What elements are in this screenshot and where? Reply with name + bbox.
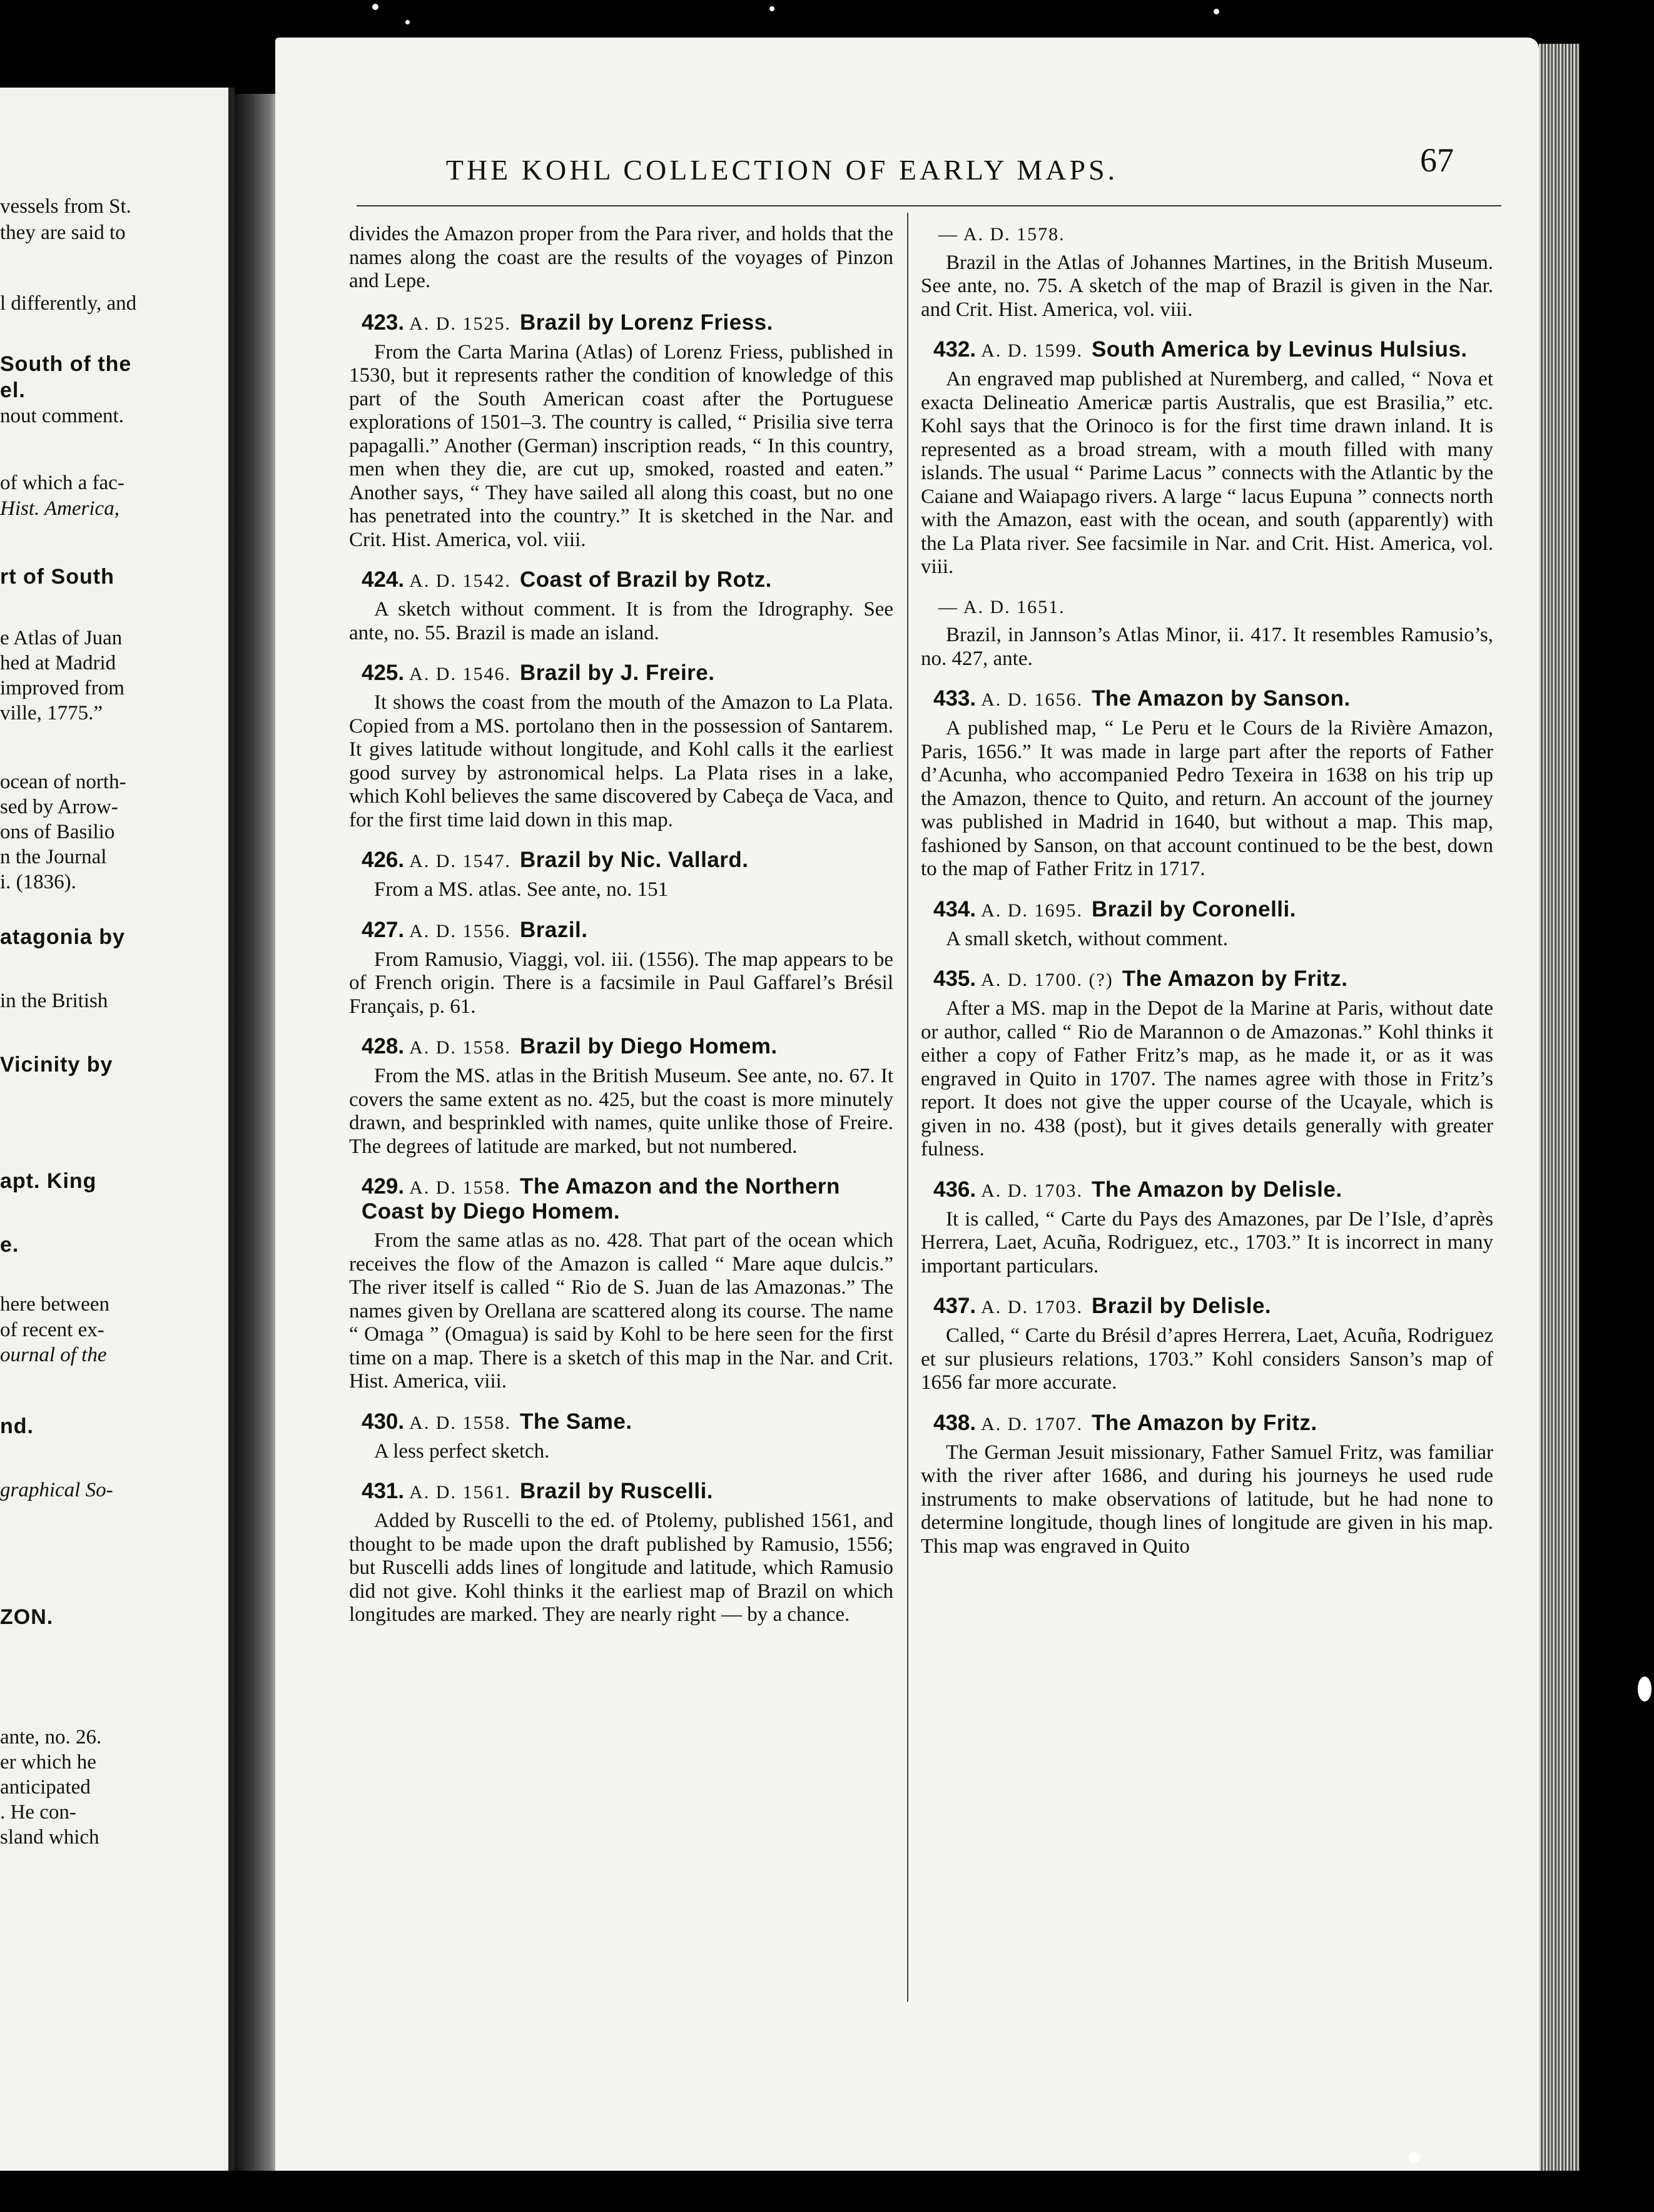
entry-number: 430. (362, 1409, 405, 1434)
map-entry (349, 918, 893, 1019)
header-rule (357, 205, 1501, 206)
map-entry (349, 1175, 893, 1394)
entry-title: Brazil. (519, 917, 588, 942)
entry-date: A. D. 1707. (981, 1413, 1083, 1434)
entry-heading (933, 687, 1493, 712)
entry-body: It is called, “ Carte du Pays des Amazones, par De l’Isle, d’après Herrera, Laet, Acuña, Rodriguez, etc., 1703.” It is incorrect in many important particulars. (921, 1207, 1493, 1277)
entry-number: 432. (933, 337, 977, 362)
entry-title: Brazil by Delisle. (1091, 1294, 1272, 1318)
entry-number: 423. (362, 310, 405, 335)
continuation-paragraph: divides the Amazon proper from the Para river, and holds that the names along the coast are the results of the voyages of Pinzon and Lepe. (349, 223, 893, 292)
entry-number: 433. (933, 686, 977, 711)
entry-body: From the Carta Marina (Atlas) of Lorenz Friess, published in 1530, but it represents rather the condition of knowledge of this part of the South American coast after the Portuguese explorations of 1501–3. The country is called, “ Prisilia sive terra papagalli.” Another (German) inscription reads, “ In this country, men when they die, are cut up, smoked, roasted and eaten.” Another says, “ They have sailed all along this coast, but no one has penetrated into the country.” It is sketched in the Nar. and Crit. Hist. America, vol. viii. (349, 340, 893, 551)
left-entries (349, 311, 893, 1627)
facing-page-text-fragment: n the Journal (0, 846, 107, 868)
facing-page-text-fragment: Vicinity by (0, 1053, 113, 1077)
map-entry (921, 1178, 1493, 1279)
facing-page-text-fragment: nout comment. (0, 405, 124, 427)
dust-speck (1638, 1677, 1651, 1702)
entry-date: — A. D. 1651. (938, 596, 1065, 617)
entry-number: 435. (933, 966, 977, 991)
entry-title: The Amazon by Fritz. (1122, 966, 1348, 991)
entry-body: From a MS. atlas. See ante, no. 151 (374, 878, 669, 901)
entry-number: 428. (362, 1034, 405, 1058)
entry-heading (933, 1178, 1493, 1203)
entry-heading (362, 311, 893, 336)
entry-date: — A. D. 1578. (938, 224, 1065, 245)
entry-heading (362, 848, 893, 873)
book-gutter (235, 94, 278, 2171)
facing-page-text-fragment: rt of South (0, 565, 114, 589)
left-column (349, 223, 893, 1643)
entry-number: 436. (933, 1177, 977, 1202)
dust-speck (1214, 9, 1219, 14)
map-entry (349, 311, 893, 552)
entry-body: An engraved map published at Nuremberg, and called, “ Nova et exacta Delineatio Americæ partis Australis, que est Brasilia,” etc. Kohl says that the Orinoco is for the first time drawn inland. It is represented as a broad stream, with a mouth filled with many islands. The usual “ Parime Lacus ” connects with the Atlantic by the Caiane and Waiapago rivers. A large “ lacus Eupuna ” connects north with the Amazon, east with the ocean, and south (apparently) with the La Plata river. See facsimile in Nar. and Crit. Hist. America, vol. viii. (921, 368, 1493, 578)
dust-speck (372, 4, 378, 10)
entry-title: South America by Levinus Hulsius. (1091, 337, 1468, 362)
entry-body: A published map, “ Le Peru et le Cours de la Rivière Amazon, Paris, 1656.” It was made in large part after the reports of Father d’Acunha, who accompanied Pedro Texeira in 1638 on his trip up the Amazon, thence to Quito, and return. An account of the journey was published in Madrid in 1640, but without a map. This map, fashioned by Sanson, on that account continued to be the best, down to the map of Father Fritz in 1717. (921, 717, 1493, 880)
facing-page-text-fragment: . He con- (0, 1801, 76, 1824)
entry-date: A. D. 1656. (981, 689, 1083, 710)
facing-page-text-fragment: here between (0, 1293, 109, 1316)
facing-page-text-fragment: l differently, and (0, 292, 137, 315)
facing-page-text-fragment: apt. King (0, 1169, 97, 1193)
entry-body: Called, “ Carte du Brésil d’apres Herrera, Laet, Acuña, Rodriguez et sur plusieurs relations, 1703.” Kohl considers Sanson’s map of 1656 far more accurate. (921, 1324, 1493, 1394)
entry-body: Brazil in the Atlas of Johannes Martines, in the British Museum. See ante, no. 75. A sketch of the map of Brazil is given in the Nar. and Crit. Hist. America, vol. viii. (921, 251, 1493, 321)
page-number: 67 (1420, 141, 1454, 179)
entry-heading (933, 1411, 1493, 1436)
entry-title: Brazil by J. Freire. (519, 661, 715, 685)
entry-number: 431. (362, 1479, 405, 1503)
page-right (275, 38, 1539, 2171)
facing-page-text-fragment: atagonia by (0, 925, 125, 949)
entry-title: The Same. (519, 1409, 632, 1434)
facing-page-text-fragment: hed at Madrid (0, 652, 116, 674)
map-entry (921, 687, 1493, 881)
column-rule (907, 213, 908, 2002)
facing-page-text-fragment: i. (1836). (0, 871, 76, 893)
entry-body: A small sketch, without comment. (946, 927, 1228, 950)
right-entries (921, 223, 1493, 1558)
entry-number: 429. (362, 1174, 405, 1199)
map-entry (921, 967, 1493, 1162)
map-entry (349, 568, 893, 645)
entry-date: A. D. 1695. (981, 900, 1083, 921)
entry-title: The Amazon and the Northern Coast by Diego Homem. (362, 1174, 840, 1224)
facing-page-text-fragment: ZON. (0, 1605, 54, 1629)
entry-number: 424. (362, 567, 405, 592)
facing-page-text-fragment: of which a fac- (0, 472, 124, 494)
facing-page-text-fragment: South of the (0, 352, 132, 376)
entry-body: From Ramusio, Viaggi, vol. iii. (1556). The map appears to be of French origin. There is a facsimile in Paul Gaffarel’s Brésil Français, p. 61. (349, 948, 893, 1018)
entry-heading (362, 568, 893, 593)
entry-date: A. D. 1561. (409, 1482, 511, 1503)
facing-page-text-fragment: graphical So- (0, 1479, 113, 1501)
entry-title: Brazil by Ruscelli. (519, 1479, 714, 1503)
right-column (921, 223, 1493, 1575)
facing-page-text-fragment: nd. (0, 1414, 34, 1438)
facing-page-text-fragment: e. (0, 1233, 19, 1257)
facing-page-text-fragment: ournal of the (0, 1344, 107, 1366)
entry-title: The Amazon by Delisle. (1091, 1177, 1342, 1202)
map-entry (349, 1410, 893, 1464)
entry-body: From the MS. atlas in the British Museum. See ante, no. 67. It covers the same extent as no. 425, but the coast is more minutely drawn, and besprinkled with names, quite unlike those of Freire. The degrees of latitude are marked, but not numbered. (349, 1065, 893, 1158)
entry-title: Brazil by Coronelli. (1091, 896, 1296, 921)
entry-body: It shows the coast from the mouth of the Amazon to La Plata. Copied from a MS. portolano then in the possession of Santarem. It gives latitude without longitude, and Kohl calls it the earliest good survey by astronomical helps. La Plata rises in a lake, which Kohl believes the same discovered by Cabeça de Vaca, and for the first time laid down in this map. (349, 691, 893, 831)
facing-page-left (0, 88, 235, 2171)
entry-heading (933, 223, 1493, 246)
entry-heading (933, 338, 1493, 363)
facing-page-text-fragment: ville, 1775.” (0, 702, 103, 724)
facing-page-text-fragment: in the British (0, 990, 108, 1012)
entry-date: A. D. 1700. (?) (981, 970, 1114, 990)
entry-number: 426. (362, 848, 405, 872)
entry-heading (362, 918, 893, 943)
facing-page-text-fragment: ocean of north- (0, 771, 126, 793)
entry-title: The Amazon by Sanson. (1091, 686, 1351, 711)
facing-page-text-fragment: sland which (0, 1826, 99, 1849)
map-entry (921, 596, 1493, 671)
running-head: THE KOHL COLLECTION OF EARLY MAPS. (445, 154, 1119, 186)
entry-number: 437. (933, 1294, 977, 1318)
entry-date: A. D. 1558. (409, 1412, 511, 1433)
entry-title: Brazil by Nic. Vallard. (519, 848, 749, 872)
entry-title: Brazil by Diego Homem. (519, 1034, 778, 1058)
entry-heading (933, 898, 1493, 923)
entry-date: A. D. 1703. (981, 1180, 1083, 1201)
entry-date: A. D. 1546. (409, 664, 511, 684)
facing-page-text-fragment: sed by Arrow- (0, 796, 118, 818)
entry-heading (933, 1294, 1493, 1319)
facing-page-text-fragment: improved from (0, 677, 124, 699)
facing-page-text-fragment: they are said to (0, 221, 126, 244)
entry-body: A sketch without comment. It is from the Idrography. See ante, no. 55. Brazil is made an island. (349, 598, 893, 644)
map-entry (349, 1479, 893, 1627)
map-entry (921, 1294, 1493, 1395)
facing-page-text-fragment: ons of Basilio (0, 821, 115, 843)
entry-date: A. D. 1599. (981, 340, 1083, 361)
entry-number: 425. (362, 661, 405, 685)
facing-page-text-fragment: el. (0, 378, 26, 402)
entry-title: Coast of Brazil by Rotz. (519, 567, 772, 592)
entry-heading (362, 1175, 893, 1224)
entry-title: The Amazon by Fritz. (1091, 1410, 1317, 1435)
facing-page-text-fragment: of recent ex- (0, 1319, 104, 1341)
facing-page-text-fragment: e Atlas of Juan (0, 627, 123, 649)
entry-body: Added by Ruscelli to the ed. of Ptolemy, published 1561, and thought to be made upon the draft published by Ramusio, 1556; but Ruscelli adds lines of longitude and latitude, which Ramusio did not give. Kohl thinks it the earliest map of Brazil on which longitudes are marked. They are nearly right — by a chance. (349, 1509, 893, 1626)
facing-page-text-fragment: er which he (0, 1751, 96, 1773)
entry-number: 438. (933, 1410, 977, 1435)
entry-heading (933, 967, 1493, 992)
entry-date: A. D. 1703. (981, 1297, 1083, 1317)
entry-body: Brazil, in Jannson’s Atlas Minor, ii. 417. It resembles Ramusio’s, no. 427, ante. (921, 624, 1493, 670)
entry-date: A. D. 1558. (409, 1037, 511, 1058)
map-entry (921, 898, 1493, 951)
entry-heading (933, 596, 1493, 619)
dust-speck (769, 6, 774, 11)
entry-date: A. D. 1547. (409, 851, 511, 871)
entry-date: A. D. 1542. (409, 571, 511, 591)
map-entry (349, 661, 893, 832)
entry-heading (362, 1479, 893, 1504)
map-entry (921, 338, 1493, 579)
entry-body: The German Jesuit missionary, Father Samuel Fritz, was familiar with the river after 1686, and during his journeys he used rude instruments to make observations of latitude, but he had none to determine longitude, though lines of longitude are given in his map. This map was engraved in Quito (921, 1441, 1493, 1558)
entry-title: Brazil by Lorenz Friess. (519, 310, 773, 335)
facing-page-text-fragment: Hist. America, (0, 497, 119, 520)
entry-body: A less perfect sketch. (374, 1439, 550, 1463)
facing-page-text-fragment: anticipated (0, 1776, 91, 1799)
entry-date: A. D. 1558. (409, 1177, 511, 1198)
page-edges (1539, 44, 1580, 2171)
dust-speck (405, 20, 410, 24)
entry-date: A. D. 1556. (409, 920, 511, 941)
entry-heading (362, 1035, 893, 1060)
entry-heading (362, 1410, 893, 1435)
entry-body: After a MS. map in the Depot de la Marine at Paris, without date or author, called “ Rio de Marannon o de Amazonas.” Kohl thinks it either a copy of Father Fritz’s map, as he made it, or as it was engraved in Quito in 1707. The names agree with those in Fritz’s report. It does not give the upper course of the Ucayale, which is given in no. 438 (post), but it gives details generally with greater fulness. (921, 997, 1493, 1160)
entry-date: A. D. 1525. (409, 313, 511, 334)
facing-page-text-fragment: ante, no. 26. (0, 1726, 102, 1748)
entry-number: 434. (933, 896, 977, 921)
entry-number: 427. (362, 917, 405, 942)
facing-page-text-fragment: vessels from St. (0, 195, 131, 218)
map-entry (349, 848, 893, 902)
map-entry (349, 1035, 893, 1159)
map-entry (921, 223, 1493, 322)
entry-body: From the same atlas as no. 428. That part of the ocean which receives the flow of the Amazon is called “ Mare aque dulcis.” The river itself is called “ Rio de S. Juan de las Amazonas.” The names given by Orellana are scattered along its course. The name “ Omaga ” (Omagua) is said by Kohl to be here seen for the first time on a map. There is a sketch of this map in the Nar. and Crit. Hist. America, viii. (349, 1229, 893, 1393)
dust-speck (1409, 2152, 1420, 2163)
entry-heading (362, 661, 893, 686)
map-entry (921, 1411, 1493, 1559)
